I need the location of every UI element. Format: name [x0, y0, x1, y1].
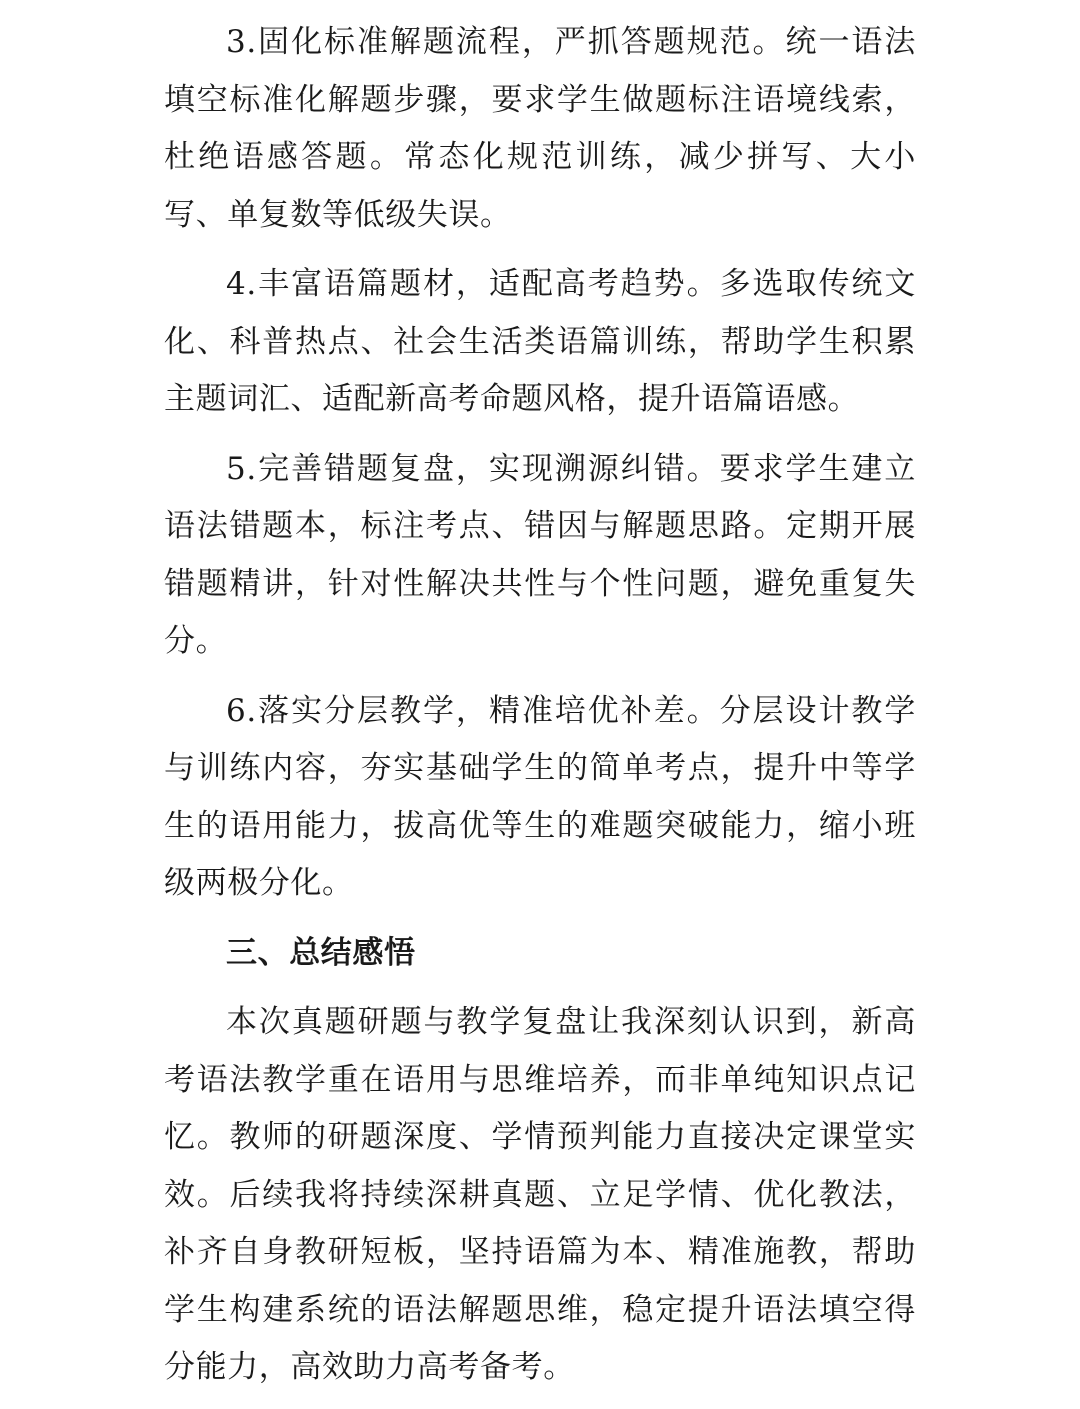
- paragraph-item-6: 6.落实分层教学，精准培优补差。分层设计教学与训练内容，夯实基础学生的简单考点，提升中等学生的语用能力，拔高优等生的难题突破能力，缩小班级两极分化。: [164, 692, 916, 901]
- paragraph-item-5: 5.完善错题复盘，实现溯源纠错。要求学生建立语法错题本，标注考点、错因与解题思路。定期开展错题精讲，针对性解决共性与个性问题，避免重复失分。: [164, 450, 916, 659]
- section-heading: 三、总结感悟: [226, 934, 416, 971]
- paragraph-item-3: 3.固化标准解题流程，严抓答题规范。统一语法填空标准化解题步骤，要求学生做题标注语境线索，杜绝语感答题。常态化规范训练，减少拼写、大小写、单复数等低级失误。: [164, 24, 916, 233]
- summary-paragraph: 本次真题研题与教学复盘让我深刻认识到，新高考语法教学重在语用与思维培养，而非单纯知识点记忆。教师的研题深度、学情预判能力直接决定课堂实效。后续我将持续深耕真题、立足学情、优化教法，补齐自身教研短板，坚持语篇为本、精准施教，帮助学生构建系统的语法解题思维，稳定提升语法填空得分能力，高效助力高考备考。: [164, 1004, 916, 1385]
- paragraph-item-4: 4.丰富语篇题材，适配高考趋势。多选取传统文化、科普热点、社会生活类语篇训练，帮助学生积累主题词汇、适配新高考命题风格，提升语篇语感。: [164, 266, 916, 417]
- document-page: [164, 14, 916, 1409]
